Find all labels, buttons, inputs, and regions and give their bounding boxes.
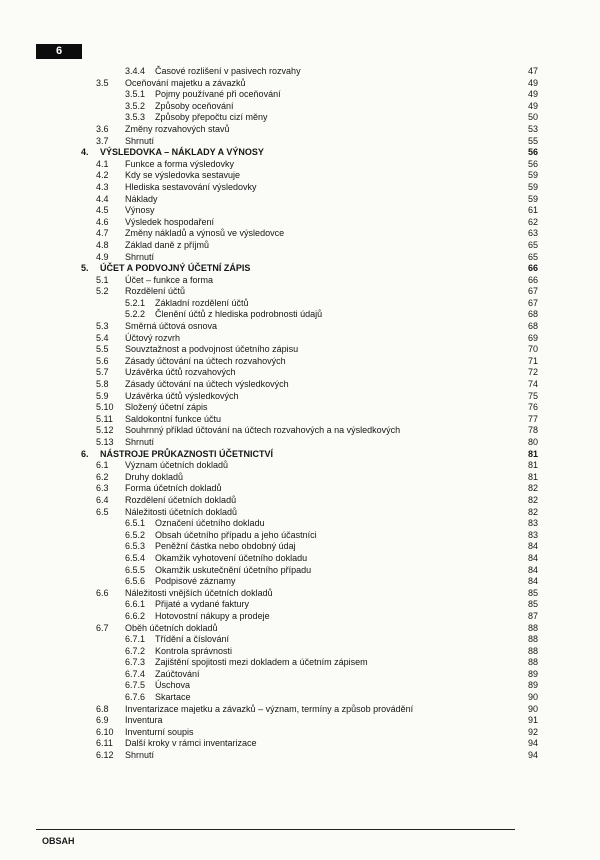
toc-entry-number: 6.7.3 <box>125 657 146 668</box>
toc-entry-row <box>0 425 600 437</box>
toc-entry-row <box>0 205 600 217</box>
toc-entry-title: Hotovostní nákupy a prodeje <box>155 610 270 621</box>
toc-entry-page: 77 <box>527 413 538 424</box>
toc-entry-number: 4.2 <box>96 170 109 181</box>
toc-entry-page: 88 <box>527 634 538 645</box>
toc-entry-number: 5.7 <box>96 367 109 378</box>
toc-entry-number: 5. <box>81 263 89 274</box>
toc-entry-page: 88 <box>527 622 538 633</box>
toc-entry-page: 66 <box>527 274 538 285</box>
toc-entry-title: Časové rozlišení v pasivech rozvahy <box>155 66 301 76</box>
toc-entry-number: 6.5.3 <box>125 541 146 552</box>
toc-entry-title: Zásady účtování na účtech rozvahových <box>125 355 286 366</box>
toc-entry-row <box>0 66 600 78</box>
toc-entry-page: 70 <box>527 344 538 355</box>
toc-entry-title: VÝSLEDOVKA – NÁKLADY A VÝNOSY <box>100 147 264 158</box>
toc-entry-title: Funkce a forma výsledovky <box>125 158 235 169</box>
toc-entry-title: Zajištění spojitosti mezi dokladem a účetním zápisem <box>155 657 368 668</box>
toc-entry-number: 5.5 <box>96 344 109 355</box>
toc-entry-page: 84 <box>527 552 538 563</box>
toc-entry-row <box>0 507 600 519</box>
toc-entry-page: 80 <box>527 437 538 447</box>
toc-entry-row <box>0 356 600 368</box>
toc-entry-number: 6.12 <box>96 750 114 761</box>
toc-entry-number: 5.1 <box>96 274 109 285</box>
toc-chapter-row <box>0 449 600 461</box>
toc-entry-page: 84 <box>527 564 538 575</box>
toc-entry-row <box>0 321 600 333</box>
toc-entry-page: 81 <box>527 460 538 471</box>
toc-entry-title: Výsledek hospodaření <box>125 216 215 227</box>
toc-entry-title: Kdy se výsledovka sestavuje <box>125 170 241 181</box>
toc-entry-page: 71 <box>527 355 538 366</box>
toc-entry-number: 5.9 <box>96 390 109 401</box>
toc-entry-page: 65 <box>527 239 538 250</box>
toc-entry-page: 81 <box>527 448 538 459</box>
toc-entry-number: 6.7.5 <box>125 680 146 691</box>
toc-entry-number: 5.4 <box>96 332 109 343</box>
toc-entry-page: 74 <box>527 379 538 390</box>
toc-entry-number: 3.6 <box>96 123 109 134</box>
toc-entry-row <box>0 367 600 379</box>
toc-entry-number: 6.5 <box>96 506 109 517</box>
toc-entry-page: 62 <box>527 216 538 227</box>
toc-entry-title: Rozdělení účetních dokladů <box>125 494 237 505</box>
toc-entry-row <box>0 634 600 646</box>
toc-entry-row <box>0 112 600 124</box>
toc-entry-title: Úschova <box>155 680 191 691</box>
toc-entry-row <box>0 750 600 762</box>
toc-entry-title: Inventarizace majetku a závazků – význam, termíny a způsob provádění <box>125 703 414 714</box>
toc-entry-number: 4.6 <box>96 216 109 227</box>
toc-entry-page: 56 <box>527 158 538 169</box>
toc-entry-number: 3.5.2 <box>125 100 146 111</box>
toc-entry-title: Oběh účetních dokladů <box>125 622 218 633</box>
toc-entry-row <box>0 252 600 264</box>
toc-entry-page: 82 <box>527 483 538 494</box>
toc-entry-row <box>0 588 600 600</box>
toc-entry-title: Inventurní soupis <box>125 726 194 737</box>
toc-entry-title: Okamžik vyhotovení účetního dokladu <box>155 552 308 563</box>
page-number-badge: 6 <box>36 44 82 59</box>
toc-entry-page: 89 <box>527 680 538 691</box>
toc-entry-row <box>0 646 600 658</box>
footer-divider <box>36 829 515 830</box>
toc-entry-number: 4.4 <box>96 193 109 204</box>
toc-entry-page: 90 <box>527 703 538 714</box>
toc-entry-number: 6.5.1 <box>125 518 146 529</box>
toc-entry-title: Členění účtů z hlediska podrobnosti údajů <box>155 309 323 320</box>
toc-entry-number: 6.6 <box>96 587 109 598</box>
toc-entry-number: 5.10 <box>96 402 114 413</box>
toc-entry-row <box>0 460 600 472</box>
toc-entry-page: 67 <box>527 297 538 308</box>
toc-entry-row <box>0 124 600 136</box>
toc-entry-page: 69 <box>527 332 538 343</box>
toc-entry-page: 91 <box>527 715 538 726</box>
toc-entry-title: Skartace <box>155 692 191 703</box>
toc-entry-number: 5.13 <box>96 437 114 447</box>
footer-section-label: OBSAH <box>42 836 75 846</box>
toc-entry-page: 63 <box>527 228 538 239</box>
toc-entry-title: Saldokontní funkce účtu <box>125 413 222 424</box>
toc-entry-title: Shrnutí <box>125 750 155 761</box>
toc-entry-number: 5.6 <box>96 355 109 366</box>
toc-entry-title: Náležitosti vnějších účetních dokladů <box>125 587 273 598</box>
toc-entry-row <box>0 159 600 171</box>
toc-entry-row <box>0 101 600 113</box>
toc-entry-page: 75 <box>527 390 538 401</box>
toc-entry-page: 85 <box>527 587 538 598</box>
toc-entry-row <box>0 727 600 739</box>
toc-entry-number: 4.5 <box>96 205 109 216</box>
toc-entry-title: Směrná účtová osnova <box>125 321 218 332</box>
toc-entry-page: 94 <box>527 750 538 761</box>
toc-entry-number: 5.8 <box>96 379 109 390</box>
toc-entry-title: Základní rozdělení účtů <box>155 297 249 308</box>
toc-entry-page: 49 <box>527 77 538 88</box>
toc-entry-row <box>0 275 600 287</box>
toc-entry-number: 5.2 <box>96 286 109 297</box>
toc-entry-page: 84 <box>527 576 538 587</box>
toc-entry-page: 67 <box>527 286 538 297</box>
toc-entry-number: 4.3 <box>96 181 109 192</box>
toc-entry-row <box>0 344 600 356</box>
toc-entry-title: Výnosy <box>125 205 155 216</box>
toc-entry-row <box>0 680 600 692</box>
toc-entry-title: ÚČET A PODVOJNÝ ÚČETNÍ ZÁPIS <box>100 263 251 274</box>
toc-entry-number: 6.5.2 <box>125 529 146 540</box>
toc-entry-page: 59 <box>527 170 538 181</box>
toc-entry-title: Souvztažnost a podvojnost účetního zápisu <box>125 344 299 355</box>
toc-entry-title: Účtový rozvrh <box>125 332 181 343</box>
toc-entry-row <box>0 136 600 148</box>
toc-entry-row <box>0 298 600 310</box>
toc-entry-title: Hlediska sestavování výsledovky <box>125 181 257 192</box>
toc-entry-page: 55 <box>527 135 538 146</box>
toc-entry-number: 4.8 <box>96 239 109 250</box>
toc-entry-row <box>0 553 600 565</box>
toc-entry-title: Shrnutí <box>125 437 155 447</box>
toc-entry-title: Změny nákladů a výnosů ve výsledovce <box>125 228 285 239</box>
toc-entry-title: Označení účetního dokladu <box>155 518 265 529</box>
toc-entry-page: 66 <box>527 263 538 274</box>
toc-entry-row <box>0 170 600 182</box>
toc-entry-row <box>0 623 600 635</box>
toc-entry-page: 88 <box>527 657 538 668</box>
toc-entry-title: Význam účetních dokladů <box>125 460 229 471</box>
toc-entry-title: Forma účetních dokladů <box>125 483 222 494</box>
toc-entry-page: 92 <box>527 726 538 737</box>
toc-entry-row <box>0 657 600 669</box>
toc-entry-page: 47 <box>527 66 538 76</box>
toc-entry-page: 84 <box>527 541 538 552</box>
toc-entry-number: 4.1 <box>96 158 109 169</box>
toc-entry-page: 83 <box>527 529 538 540</box>
toc-entry-number: 6.10 <box>96 726 114 737</box>
toc-entry-number: 6.8 <box>96 703 109 714</box>
toc-entry-page: 76 <box>527 402 538 413</box>
toc-entry-title: Obsah účetního případu a jeho účastníci <box>155 529 317 540</box>
toc-entry-title: Podpisové záznamy <box>155 576 236 587</box>
toc-entry-number: 6.7.2 <box>125 645 146 656</box>
toc-entry-row <box>0 309 600 321</box>
toc-entry-row <box>0 483 600 495</box>
toc-entry-title: Kontrola správnosti <box>155 645 233 656</box>
toc-entry-number: 6.7.1 <box>125 634 146 645</box>
toc-entry-row <box>0 379 600 391</box>
toc-entry-row <box>0 472 600 484</box>
toc-entry-title: Náležitosti účetních dokladů <box>125 506 238 517</box>
toc-entry-page: 61 <box>527 205 538 216</box>
toc-entry-row <box>0 89 600 101</box>
toc-entry-page: 94 <box>527 738 538 749</box>
toc-entry-title: NÁSTROJE PRŮKAZNOSTI ÚČETNICTVÍ <box>100 448 274 459</box>
toc-entry-page: 53 <box>527 123 538 134</box>
toc-entry-row <box>0 715 600 727</box>
toc-entry-number: 6. <box>81 448 89 459</box>
toc-entry-number: 3.5.3 <box>125 112 146 123</box>
toc-entry-page: 83 <box>527 518 538 529</box>
toc-entry-row <box>0 704 600 716</box>
toc-entry-page: 89 <box>527 668 538 679</box>
toc-entry-page: 50 <box>527 112 538 123</box>
toc-entry-row <box>0 194 600 206</box>
toc-entry-row <box>0 495 600 507</box>
toc-entry-title: Zaúčtování <box>155 668 200 679</box>
toc-entry-number: 4.9 <box>96 251 109 262</box>
toc-entry-page: 88 <box>527 645 538 656</box>
toc-entry-row <box>0 611 600 623</box>
toc-entry-page: 68 <box>527 309 538 320</box>
toc-entry-title: Zásady účtování na účtech výsledkových <box>125 379 289 390</box>
toc-entry-row <box>0 518 600 530</box>
table-of-contents <box>0 66 600 762</box>
toc-entry-number: 6.5.5 <box>125 564 146 575</box>
toc-chapter-row <box>0 147 600 159</box>
toc-entry-row <box>0 391 600 403</box>
toc-entry-row <box>0 286 600 298</box>
toc-entry-row <box>0 530 600 542</box>
toc-entry-title: Druhy dokladů <box>125 471 184 482</box>
toc-entry-page: 90 <box>527 692 538 703</box>
toc-entry-row <box>0 414 600 426</box>
toc-entry-page: 59 <box>527 181 538 192</box>
toc-entry-page: 49 <box>527 100 538 111</box>
toc-entry-page: 82 <box>527 494 538 505</box>
toc-entry-row <box>0 402 600 414</box>
toc-entry-number: 5.12 <box>96 425 114 436</box>
toc-entry-row <box>0 228 600 240</box>
toc-entry-number: 6.7.4 <box>125 668 146 679</box>
toc-entry-number: 6.11 <box>96 738 113 749</box>
toc-entry-title: Základ daně z příjmů <box>125 239 210 250</box>
toc-entry-title: Pojmy používané při oceňování <box>155 89 281 100</box>
toc-entry-row <box>0 669 600 681</box>
toc-entry-number: 5.11 <box>96 413 113 424</box>
toc-entry-number: 6.6.2 <box>125 610 146 621</box>
toc-entry-number: 6.5.4 <box>125 552 146 563</box>
toc-entry-number: 6.1 <box>96 460 109 471</box>
toc-entry-number: 5.3 <box>96 321 109 332</box>
toc-entry-title: Způsoby přepočtu cizí měny <box>155 112 268 123</box>
toc-entry-row <box>0 78 600 90</box>
toc-entry-number: 3.5 <box>96 77 109 88</box>
toc-entry-title: Uzávěrka účtů rozvahových <box>125 367 236 378</box>
toc-entry-number: 6.9 <box>96 715 109 726</box>
toc-entry-page: 68 <box>527 321 538 332</box>
toc-entry-title: Uzávěrka účtů výsledkových <box>125 390 239 401</box>
toc-entry-title: Peněžní částka nebo obdobný údaj <box>155 541 296 552</box>
toc-entry-page: 87 <box>527 610 538 621</box>
toc-entry-title: Složený účetní zápis <box>125 402 208 413</box>
toc-entry-number: 4.7 <box>96 228 109 239</box>
toc-entry-title: Souhrnný příklad účtování na účtech rozvahových a na výsledkových <box>125 425 401 436</box>
toc-entry-number: 6.4 <box>96 494 109 505</box>
toc-entry-row <box>0 240 600 252</box>
toc-entry-number: 6.3 <box>96 483 109 494</box>
toc-entry-page: 85 <box>527 599 538 610</box>
toc-entry-title: Inventura <box>125 715 163 726</box>
toc-entry-title: Shrnutí <box>125 135 155 146</box>
toc-entry-row <box>0 692 600 704</box>
toc-entry-row <box>0 217 600 229</box>
toc-entry-page: 78 <box>527 425 538 436</box>
toc-entry-number: 3.5.1 <box>125 89 146 100</box>
toc-entry-title: Účet – funkce a forma <box>125 274 214 285</box>
toc-entry-number: 6.7 <box>96 622 109 633</box>
toc-entry-row <box>0 565 600 577</box>
toc-entry-page: 65 <box>527 251 538 262</box>
toc-entry-row <box>0 576 600 588</box>
toc-chapter-row <box>0 263 600 275</box>
toc-entry-row <box>0 333 600 345</box>
toc-entry-number: 6.2 <box>96 471 109 482</box>
toc-entry-title: Shrnutí <box>125 251 155 262</box>
toc-entry-title: Rozdělení účtů <box>125 286 186 297</box>
toc-entry-title: Způsoby oceňování <box>155 100 234 111</box>
toc-entry-number: 6.7.6 <box>125 692 146 703</box>
toc-entry-page: 56 <box>527 147 538 158</box>
toc-entry-number: 6.5.6 <box>125 576 146 587</box>
toc-entry-row <box>0 182 600 194</box>
toc-entry-title: Třídění a číslování <box>155 634 230 645</box>
toc-entry-title: Okamžik uskutečnění účetního případu <box>155 564 312 575</box>
toc-entry-title: Náklady <box>125 193 158 204</box>
toc-entry-row <box>0 541 600 553</box>
toc-entry-number: 3.4.4 <box>125 66 146 76</box>
toc-entry-number: 6.6.1 <box>125 599 146 610</box>
toc-entry-title: Přijaté a vydané faktury <box>155 599 250 610</box>
toc-entry-number: 5.2.1 <box>125 297 146 308</box>
toc-entry-page: 49 <box>527 89 538 100</box>
toc-entry-number: 5.2.2 <box>125 309 146 320</box>
toc-entry-row <box>0 437 600 449</box>
toc-entry-page: 72 <box>527 367 538 378</box>
toc-entry-page: 81 <box>527 471 538 482</box>
toc-entry-number: 4. <box>81 147 89 158</box>
toc-entry-title: Oceňování majetku a závazků <box>125 77 246 88</box>
toc-entry-page: 82 <box>527 506 538 517</box>
toc-entry-title: Změny rozvahových stavů <box>125 123 230 134</box>
toc-entry-row <box>0 738 600 750</box>
toc-entry-row <box>0 599 600 611</box>
toc-entry-number: 3.7 <box>96 135 109 146</box>
toc-entry-page: 59 <box>527 193 538 204</box>
toc-entry-title: Další kroky v rámci inventarizace <box>125 738 257 749</box>
